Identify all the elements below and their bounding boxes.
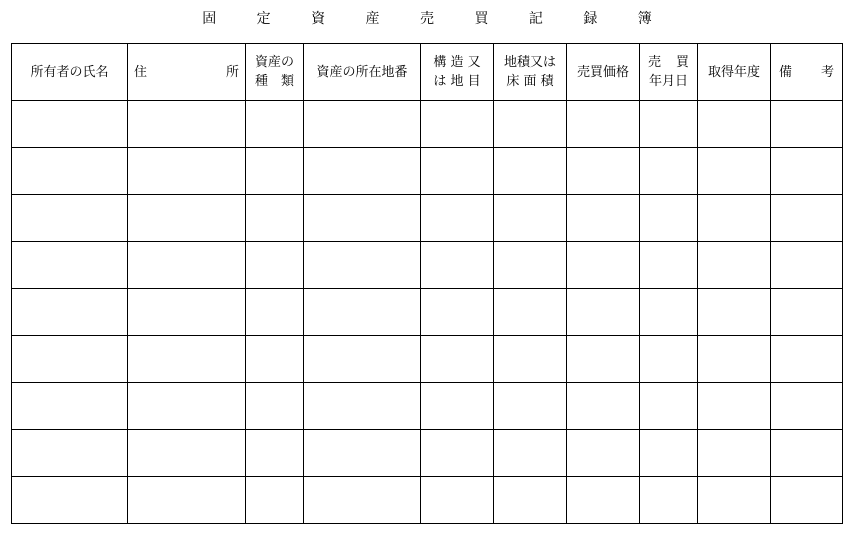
- cell-remarks[interactable]: [771, 383, 843, 430]
- cell-sale-date[interactable]: [640, 477, 698, 524]
- cell-sale-date[interactable]: [640, 101, 698, 148]
- ledger-body: [12, 101, 843, 524]
- header-asset-location: 資産の所在地番: [304, 44, 421, 101]
- cell-owner-name[interactable]: [12, 242, 128, 289]
- cell-asset-location[interactable]: [304, 477, 421, 524]
- cell-acquisition-year[interactable]: [698, 148, 771, 195]
- page-title: 固 定 資 産 売 買 記 録 簿: [202, 11, 670, 27]
- header-remarks: 備 考: [771, 44, 843, 101]
- table-row: [12, 195, 843, 242]
- cell-address[interactable]: [128, 430, 246, 477]
- header-price: 売買価格: [567, 44, 640, 101]
- cell-structure[interactable]: [421, 148, 494, 195]
- cell-owner-name[interactable]: [12, 101, 128, 148]
- header-address: 住 所: [128, 44, 246, 101]
- cell-price[interactable]: [567, 195, 640, 242]
- cell-remarks[interactable]: [771, 289, 843, 336]
- cell-remarks[interactable]: [771, 430, 843, 477]
- header-acquisition-year: 取得年度: [698, 44, 771, 101]
- cell-asset-location[interactable]: [304, 383, 421, 430]
- cell-acquisition-year[interactable]: [698, 383, 771, 430]
- cell-structure[interactable]: [421, 289, 494, 336]
- cell-structure[interactable]: [421, 195, 494, 242]
- cell-area[interactable]: [494, 101, 567, 148]
- cell-structure[interactable]: [421, 383, 494, 430]
- cell-asset-type[interactable]: [246, 195, 304, 242]
- cell-owner-name[interactable]: [12, 148, 128, 195]
- cell-structure[interactable]: [421, 336, 494, 383]
- cell-asset-location[interactable]: [304, 148, 421, 195]
- cell-price[interactable]: [567, 101, 640, 148]
- cell-asset-type[interactable]: [246, 336, 304, 383]
- cell-acquisition-year[interactable]: [698, 336, 771, 383]
- cell-price[interactable]: [567, 430, 640, 477]
- header-structure: 構 造 又 は 地 目: [421, 44, 494, 101]
- cell-sale-date[interactable]: [640, 148, 698, 195]
- cell-remarks[interactable]: [771, 477, 843, 524]
- cell-structure[interactable]: [421, 430, 494, 477]
- header-owner-name: 所有者の氏名: [12, 44, 128, 101]
- table-row: [12, 148, 843, 195]
- cell-asset-type[interactable]: [246, 148, 304, 195]
- cell-owner-name[interactable]: [12, 289, 128, 336]
- cell-structure[interactable]: [421, 242, 494, 289]
- cell-asset-location[interactable]: [304, 101, 421, 148]
- cell-remarks[interactable]: [771, 148, 843, 195]
- cell-asset-type[interactable]: [246, 430, 304, 477]
- cell-area[interactable]: [494, 242, 567, 289]
- cell-price[interactable]: [567, 242, 640, 289]
- header-asset-type: 資産の 種 類: [246, 44, 304, 101]
- table-row: [12, 289, 843, 336]
- table-row: [12, 430, 843, 477]
- cell-address[interactable]: [128, 477, 246, 524]
- cell-asset-location[interactable]: [304, 195, 421, 242]
- cell-sale-date[interactable]: [640, 242, 698, 289]
- table-row: [12, 477, 843, 524]
- table-row: [12, 242, 843, 289]
- cell-price[interactable]: [567, 477, 640, 524]
- cell-area[interactable]: [494, 289, 567, 336]
- cell-price[interactable]: [567, 148, 640, 195]
- cell-sale-date[interactable]: [640, 289, 698, 336]
- table-row: [12, 383, 843, 430]
- cell-asset-location[interactable]: [304, 430, 421, 477]
- cell-structure[interactable]: [421, 477, 494, 524]
- cell-remarks[interactable]: [771, 101, 843, 148]
- cell-acquisition-year[interactable]: [698, 242, 771, 289]
- cell-price[interactable]: [567, 289, 640, 336]
- header-area: 地積又は 床 面 積: [494, 44, 567, 101]
- cell-address[interactable]: [128, 195, 246, 242]
- cell-area[interactable]: [494, 477, 567, 524]
- cell-acquisition-year[interactable]: [698, 195, 771, 242]
- cell-asset-type[interactable]: [246, 289, 304, 336]
- table-row: [12, 101, 843, 148]
- cell-owner-name[interactable]: [12, 383, 128, 430]
- asset-sales-ledger-table: [11, 43, 843, 524]
- cell-owner-name[interactable]: [12, 195, 128, 242]
- cell-remarks[interactable]: [771, 242, 843, 289]
- cell-sale-date[interactable]: [640, 430, 698, 477]
- cell-acquisition-year[interactable]: [698, 101, 771, 148]
- cell-remarks[interactable]: [771, 336, 843, 383]
- cell-asset-type[interactable]: [246, 477, 304, 524]
- cell-remarks[interactable]: [771, 195, 843, 242]
- cell-area[interactable]: [494, 148, 567, 195]
- table-row: [12, 336, 843, 383]
- cell-acquisition-year[interactable]: [698, 430, 771, 477]
- cell-price[interactable]: [567, 336, 640, 383]
- cell-sale-date[interactable]: [640, 195, 698, 242]
- cell-sale-date[interactable]: [640, 383, 698, 430]
- cell-structure[interactable]: [421, 101, 494, 148]
- cell-address[interactable]: [128, 148, 246, 195]
- cell-asset-location[interactable]: [304, 289, 421, 336]
- cell-address[interactable]: [128, 101, 246, 148]
- cell-area[interactable]: [494, 195, 567, 242]
- cell-acquisition-year[interactable]: [698, 477, 771, 524]
- cell-address[interactable]: [128, 336, 246, 383]
- cell-address[interactable]: [128, 289, 246, 336]
- cell-area[interactable]: [494, 336, 567, 383]
- cell-price[interactable]: [567, 383, 640, 430]
- cell-address[interactable]: [128, 242, 246, 289]
- cell-area[interactable]: [494, 430, 567, 477]
- header-row: [12, 44, 843, 101]
- cell-owner-name[interactable]: [12, 430, 128, 477]
- cell-asset-type[interactable]: [246, 383, 304, 430]
- cell-address[interactable]: [128, 383, 246, 430]
- cell-asset-type[interactable]: [246, 242, 304, 289]
- header-sale-date: 売 買 年月日: [640, 44, 698, 101]
- cell-asset-location[interactable]: [304, 336, 421, 383]
- cell-acquisition-year[interactable]: [698, 289, 771, 336]
- cell-owner-name[interactable]: [12, 336, 128, 383]
- cell-sale-date[interactable]: [640, 336, 698, 383]
- cell-owner-name[interactable]: [12, 477, 128, 524]
- cell-asset-location[interactable]: [304, 242, 421, 289]
- cell-area[interactable]: [494, 383, 567, 430]
- cell-asset-type[interactable]: [246, 101, 304, 148]
